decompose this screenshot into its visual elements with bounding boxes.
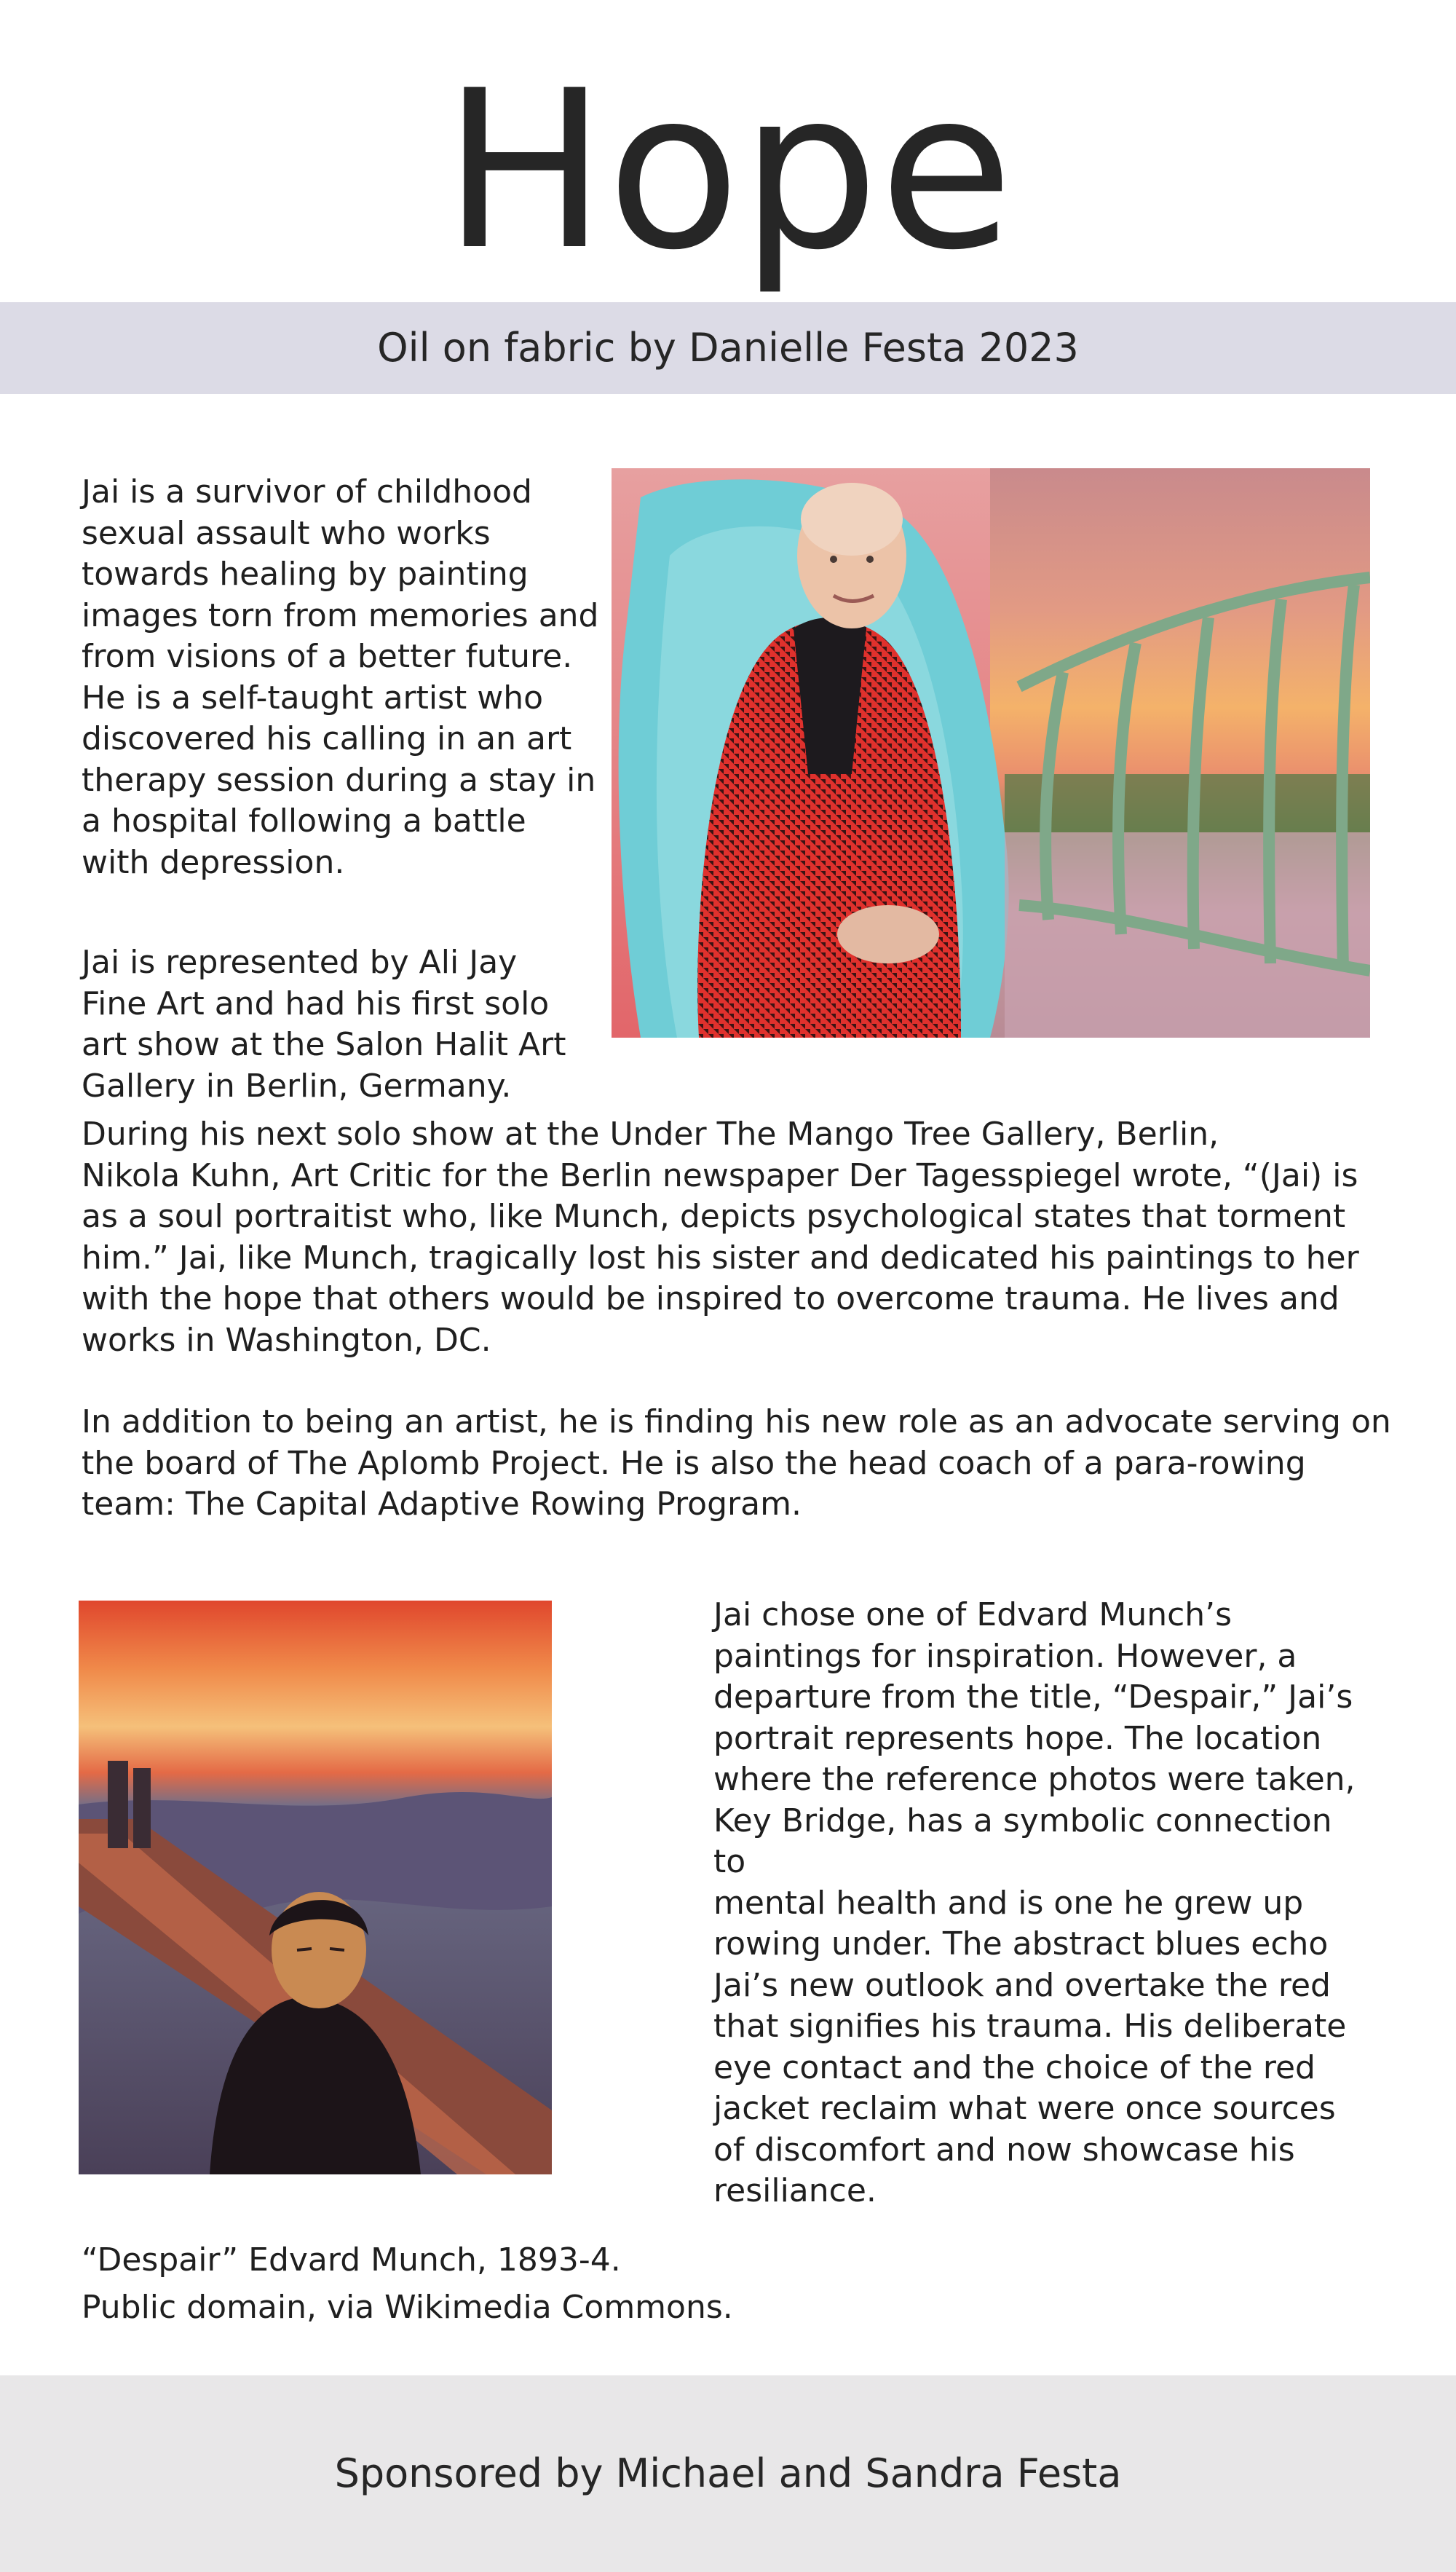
bio-paragraph-representation: Jai is represented by Ali Jay Fine Art and had his first solo art show at the Salon Halit Art Gallery in Berlin, Germany. xyxy=(82,944,566,1105)
sponsor-footer xyxy=(0,2375,1456,2572)
page-title: Hope xyxy=(442,44,1014,298)
inspiration-paragraph: Jai chose one of Edvard Munch’s paintings for inspiration. However, a departure from the title, “Despair,” Jai’s portrait represents hope. The location where the reference photos were taken, Key Bridge, has a symbolic connection to mental health and is one he grew up rowing under. The abstract blues echo Jai’s new outlook and overtake the red that signifies his trauma. His deliberate eye contact and the choice of the red jacket reclaim what were once sources of discomfort and now showcase his resiliance. xyxy=(713,1596,1356,2209)
bio-paragraph-advocacy: In addition to being an artist, he is finding his new role as an advocate serving on the board of The Aplomb Project. He is also the head coach of a para-rowing team: The Capital Adaptive Rowing Program. xyxy=(82,1403,1391,1523)
subtitle-band xyxy=(0,302,1456,394)
despair-munch-image xyxy=(79,1601,552,2174)
image-caption: “Despair” Edvard Munch, 1893-4. Public domain, via Wikimedia Commons. xyxy=(82,2241,733,2326)
artwork-subtitle: Oil on fabric by Danielle Festa 2023 xyxy=(377,325,1079,371)
sponsor-text: Sponsored by Michael and Sandra Festa xyxy=(334,2450,1122,2496)
bio-paragraph-survivor: Jai is a survivor of childhood sexual assault who works towards healing by painting images torn from memories and from visions of a better future. He is a self-taught artist who discovered his calling in an art therapy session during a stay in a hospital following a battle with depression. xyxy=(82,473,599,881)
hope-painting-image xyxy=(612,468,1370,1038)
bio-paragraph-critic-quote: During his next solo show at the Under The Mango Tree Gallery, Berlin, Nikola Kuhn, Art Critic for the Berlin newspaper Der Tagesspiegel wrote, “(Jai) is as a soul portraitist who, like Munch, depicts psychological states that torment him.” Jai, like Munch, tragically lost his sister and dedicated his paintings to her with the hope that others would be inspired to overcome trauma. He lives and works in Washington, DC. xyxy=(82,1116,1359,1359)
